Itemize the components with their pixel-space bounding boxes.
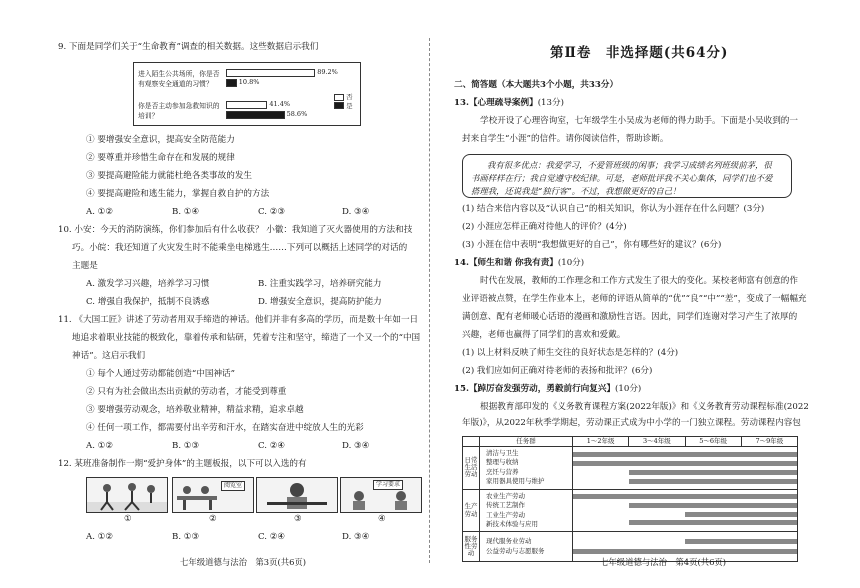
q14-para-2: 业评语被点赞，在学生作业本上，老师的评语从简单的“优”“良”“中”“差”，变成了一幅幅充 xyxy=(462,294,807,304)
letter-box xyxy=(462,154,792,198)
table-item: 清洁与卫生 xyxy=(486,449,519,457)
q10-choice-b[interactable]: B. 注重实践学习，培养研究能力 xyxy=(258,279,382,289)
chart-value-label: 10.8% xyxy=(238,78,260,86)
chart-question-1: 进入陌生公共场所，你是否有观察安全通道的习惯？ xyxy=(138,70,220,89)
table-item: 工业生产劳动 xyxy=(486,510,525,519)
group-items-service xyxy=(480,532,573,562)
group-items-production xyxy=(480,489,573,532)
chart-value-label: 41.4% xyxy=(269,100,291,108)
picture-label-1: ① xyxy=(124,514,132,524)
q13-score: (13分) xyxy=(537,98,564,108)
legend-no-label: 否 xyxy=(346,93,353,101)
q9-stem: 9. 下面是同学们关于“生命教育”调查的相关数据。这些数据启示我们 xyxy=(58,42,319,52)
q9-choice-b[interactable]: B. ①④ xyxy=(172,207,200,217)
q11-option-2: ② 只有为社会做出杰出贡献的劳动者，才能受到尊重 xyxy=(86,387,287,397)
q13-sub-2: (2) 小涯应怎样正确对待他人的评价？(4分) xyxy=(462,222,627,232)
q9-choice-d[interactable]: D. ③④ xyxy=(342,207,370,217)
group-items-daily xyxy=(480,447,573,490)
picture-2-reading-room xyxy=(172,477,254,513)
q9-choice-c[interactable]: C. ②③ xyxy=(258,207,286,217)
legend-yes-swatch xyxy=(334,102,344,109)
q13-heading xyxy=(454,98,564,110)
table-header-row xyxy=(463,437,798,447)
q11-choice-a[interactable]: A. ①② xyxy=(86,441,114,451)
chart-value-label: 58.6% xyxy=(286,110,308,118)
q11-choice-d[interactable]: D. ③④ xyxy=(342,441,370,451)
q14-heading xyxy=(454,258,584,270)
q11-line-3: 神话”。这启示我们 xyxy=(72,351,146,361)
group-name-production: 生产劳动 xyxy=(463,489,480,532)
right-footer: 七年级道德与法治 第4页(共6页) xyxy=(600,557,727,567)
q10-choice-a[interactable]: A. 激发学习兴趣，培养学习习惯 xyxy=(86,279,210,289)
q13-para-1: 学校开设了心理咨询室，七年级学生小吴成为老师的得力助手。下面是小吴收到的一 xyxy=(480,116,798,126)
q14-para-3: 满创意、配有老师暖心话语的漫画和激励性言语。因此，同学们连谢对学习产生了浓厚的 xyxy=(462,312,798,322)
q13-sub-3: (3) 小涯在信中表明“我想做更好的自己”，你有哪些好的建议？(6分) xyxy=(462,240,722,250)
chart-bar-1-no xyxy=(226,69,315,77)
q14-title: 14.【师生和谐 你我有责】 xyxy=(454,258,558,268)
table-row xyxy=(463,447,798,490)
q11-choice-c[interactable]: C. ②④ xyxy=(258,441,286,451)
chart-question-2: 你是否主动参加急救知识的培训？ xyxy=(138,102,220,121)
q13-title: 13.【心理疏导案例】 xyxy=(454,98,538,108)
table-item: 公益劳动与志愿服务 xyxy=(486,546,545,555)
chart-bar-1-yes xyxy=(226,79,237,87)
picture-label-2: ② xyxy=(209,514,217,524)
letter-line-2: 书画样样在行；我自觉遵守校纪律。可是，老师批评我不关心集体，同学们也不爱 xyxy=(471,173,773,184)
letter-line-1: 我有很多优点：我爱学习，不爱管班级的闲事；我学习成绩名列班级前茅，很 xyxy=(487,160,772,170)
picture-label-3: ③ xyxy=(294,514,302,524)
q9-option-2: ② 要尊重并珍惜生命存在和发展的规律 xyxy=(86,153,235,163)
group-name-daily: 日常生活劳动 xyxy=(463,447,480,490)
q12-choice-d[interactable]: D. ③④ xyxy=(342,532,370,542)
q11-option-4: ④ 任何一项工作，都需要付出辛劳和汗水，在踏实奋进中绽放人生的光彩 xyxy=(86,423,364,433)
picture-1-runners xyxy=(86,477,168,513)
q10-choice-c[interactable]: C. 增强自我保护，抵制不良诱惑 xyxy=(86,297,210,307)
legend-yes-label: 是 xyxy=(346,101,353,110)
q12-stem: 12. 某班准备制作一期“爱护身体”的主题板报，以下可以入选的有 xyxy=(58,459,307,469)
table-header-grade-5-6: 5～6年级 xyxy=(685,437,741,447)
picture-2-sign: 阅览室 xyxy=(221,481,245,491)
table-item: 农业生产劳动 xyxy=(486,491,525,500)
q11-option-1: ① 每个人通过劳动都能创造“中国神话” xyxy=(86,369,236,379)
table-header-grade-7-9: 7～9年级 xyxy=(741,437,797,447)
table-item: 烹饪与营养 xyxy=(486,467,519,476)
q9-option-4: ④ 要提高避险和逃生能力，掌握自救自护的方法 xyxy=(86,189,270,199)
table-item: 现代服务业劳动 xyxy=(486,537,532,546)
section-heading: 二、简答题（本大题共3个小题，共33分） xyxy=(454,80,619,90)
q13-para-2: 封来自学生“小涯”的信件。请你阅读信件，帮助诊断。 xyxy=(462,134,669,144)
q10-choice-d[interactable]: D. 增强安全意识，提高防护能力 xyxy=(258,297,382,307)
picture-4-study-requirements xyxy=(340,477,422,513)
q11-choice-b[interactable]: B. ①③ xyxy=(172,441,200,451)
chart-bar-2-no xyxy=(226,101,267,109)
table-item: 新技术体验与应用 xyxy=(486,519,538,528)
table-item: 传统工艺制作 xyxy=(486,501,525,510)
grade-bars-production xyxy=(573,489,798,532)
table-header-grade-1-2: 1～2年级 xyxy=(573,437,629,447)
q10-line-2: 巧。小皖：我还知道了火灾发生时不能乘坐电梯逃生……下列可以概括上述同学的对话的 xyxy=(72,243,408,253)
legend-no-swatch xyxy=(334,94,344,101)
left-footer: 七年级道德与法治 第3页(共6页) xyxy=(180,557,307,567)
q12-choice-b[interactable]: B. ①③ xyxy=(172,532,200,542)
q15-para-2: 年版)》，从2022年秋季学期起，劳动课正式成为中小学的一门独立课程。劳动课程内容包 xyxy=(462,418,801,428)
picture-4-sign: 学习要求 xyxy=(373,480,403,490)
labor-curriculum-table xyxy=(462,436,798,562)
table-row xyxy=(463,489,798,532)
chart-value-label: 89.2% xyxy=(317,68,338,76)
chart-legend xyxy=(334,93,353,111)
q15-para-1: 根据教育部印发的《义务教育课程方案(2022年版)》和《义务教育劳动课程标准(2022 xyxy=(480,402,809,412)
q14-para-4: 兴趣，老师也赢得了同学们的喜欢和爱戴。 xyxy=(462,330,626,340)
picture-label-4: ④ xyxy=(378,514,386,524)
q13-sub-1: (1) 结合来信内容以及“认识自己”的相关知识，你认为小涯存在什么问题？(3分) xyxy=(462,204,765,214)
left-page xyxy=(0,0,428,588)
q9-option-1: ① 要增强安全意识，提高安全防范能力 xyxy=(86,135,235,145)
q14-para-1: 时代在发展，教师的工作理念和工作方式发生了很大的变化。某校老师富有创意的作 xyxy=(480,276,798,286)
q12-choice-a[interactable]: A. ①② xyxy=(86,532,114,542)
table-header-grade-3-4: 3～4年级 xyxy=(629,437,685,447)
q15-heading xyxy=(454,384,641,396)
q11-line-1: 11. 《大国工匠》讲述了劳动者用双手缔造的神话。他们并非有多高的学历，而是数十年如一日 xyxy=(58,315,419,325)
q14-score: (10分) xyxy=(557,258,585,268)
q15-title: 15.【踔厉奋发强劳动，勇毅前行向复兴】 xyxy=(454,384,616,394)
grade-bars-daily xyxy=(573,447,798,490)
survey-bar-chart xyxy=(133,62,361,126)
table-header-task-group: 任务群 xyxy=(480,437,573,447)
page-divider xyxy=(429,38,430,563)
q10-line-3: 主题是 xyxy=(72,261,98,271)
q14-sub-2: (2) 我们应如何正确对待老师的表扬和批评？(6分) xyxy=(462,366,653,376)
table-item: 整理与收纳 xyxy=(486,458,519,467)
q15-score: (10分) xyxy=(615,384,642,394)
q14-sub-1: (1) 以上材料反映了师生交往的良好状态是怎样的？(4分) xyxy=(462,348,679,358)
chart-bar-2-yes xyxy=(226,111,285,119)
q11-option-3: ③ 要增强劳动观念，培养敬业精神，精益求精，追求卓越 xyxy=(86,405,304,415)
part-title: 第Ⅱ卷 非选择题(共64分) xyxy=(550,45,729,61)
q10-line-1: 10. 小安：今天的消防演练，你们参加后有什么收获？ 小徽：我知道了灭火器使用的方法和技 xyxy=(58,225,413,235)
q9-choice-a[interactable]: A. ①② xyxy=(86,207,114,217)
table-item: 家用器具使用与维护 xyxy=(486,477,545,486)
letter-line-3: 搭理我，还说我是“独行客”。不过，我想做更好的自己！ xyxy=(471,186,681,197)
q9-option-3: ③ 要提高避险能力就能杜绝各类事故的发生 xyxy=(86,171,253,181)
q12-choice-c[interactable]: C. ②④ xyxy=(258,532,286,542)
group-name-service: 服务性劳动 xyxy=(463,532,480,562)
q11-line-2: 地追求着职业技能的极致化，靠着传承和钻研，凭着专注和坚守，缔造了一个又一个的“中国 xyxy=(72,333,421,343)
picture-3-girl-studying xyxy=(256,477,338,513)
